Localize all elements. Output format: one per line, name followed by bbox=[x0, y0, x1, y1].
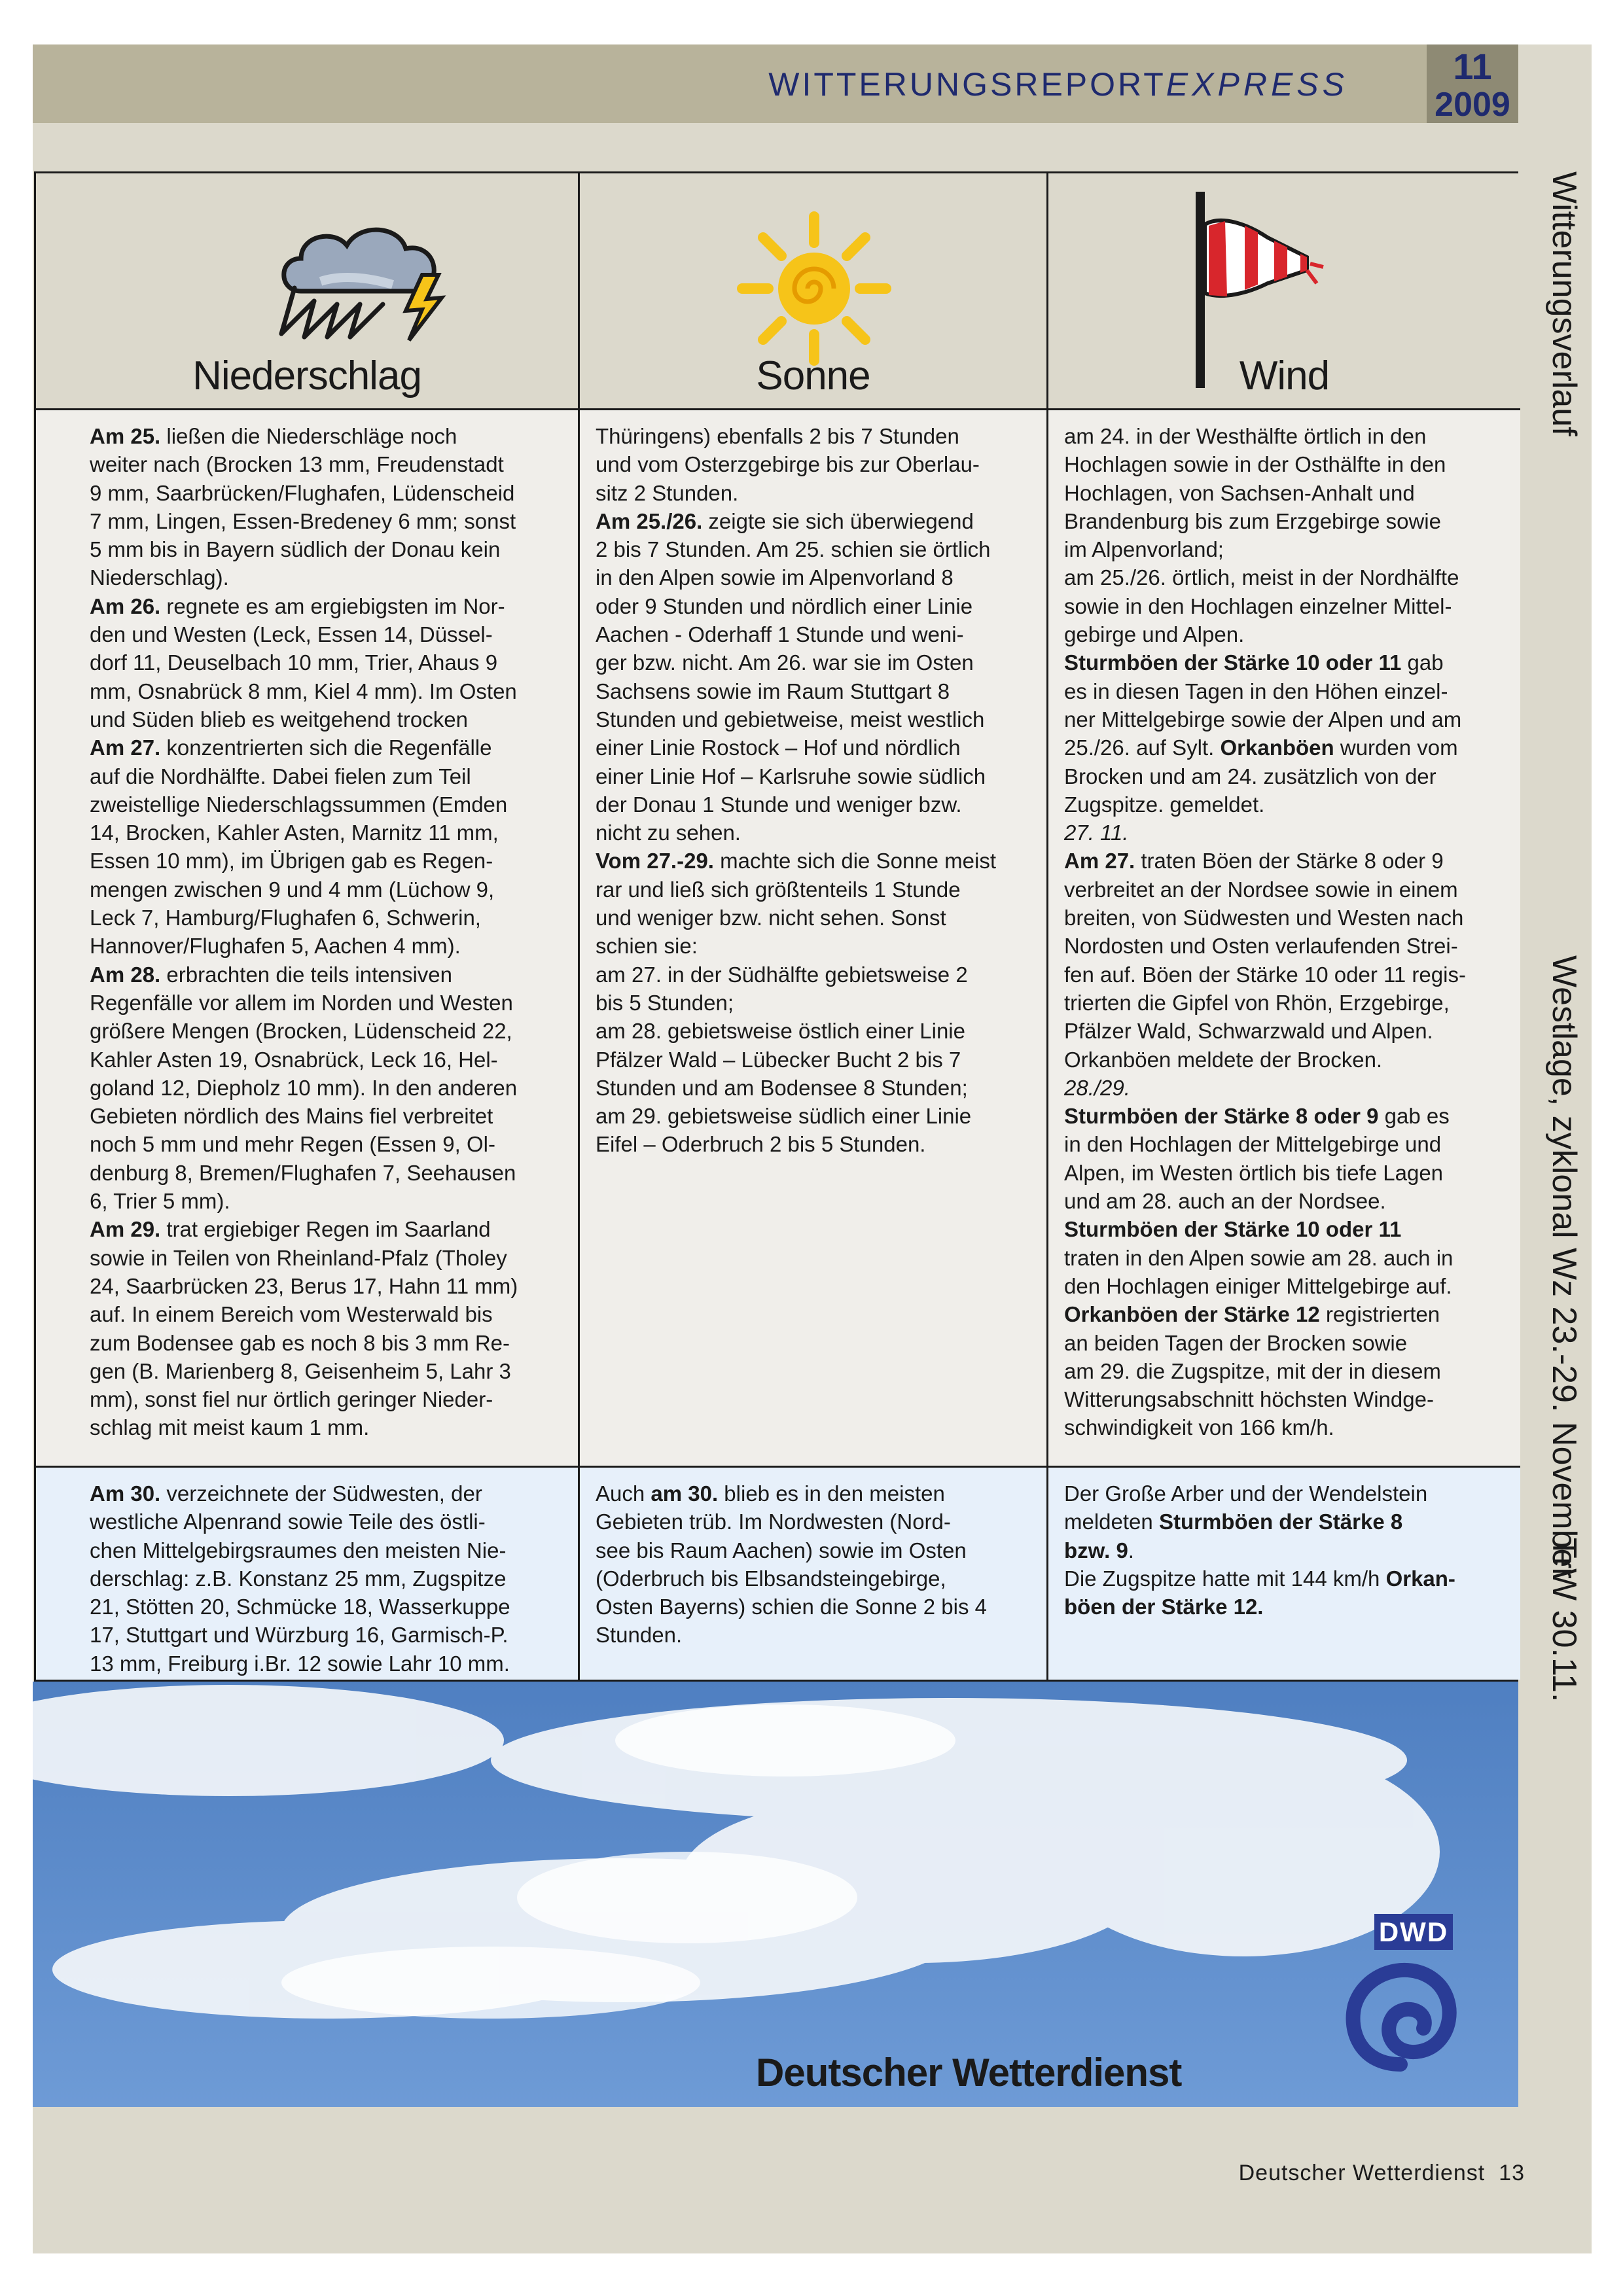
column-label-wind: Wind bbox=[1239, 353, 1330, 398]
text-line: an beiden Tagen der Brocken sowie bbox=[1064, 1330, 1408, 1355]
text-line: Witterungsabschnitt höchsten Windge- bbox=[1064, 1387, 1434, 1412]
text-line: Vom 27.-29. machte sich die Sonne meist bbox=[596, 849, 997, 874]
text-line: 13 mm, Freiburg i.Br. 12 sowie Lahr 10 mm. bbox=[90, 1651, 510, 1676]
dwd-logo bbox=[1335, 1914, 1466, 2084]
text-line: und Süden blieb es weitgehend trocken bbox=[90, 707, 468, 732]
text-line: meldeten Sturmböen der Stärke 8 bbox=[1064, 1510, 1403, 1534]
text-sonne-30 bbox=[596, 1479, 987, 1650]
text-line: sowie in Teilen von Rheinland-Pfalz (Tholey bbox=[90, 1245, 507, 1270]
text-line: 9 mm, Saarbrücken/Flughafen, Lüdenscheid bbox=[90, 480, 515, 505]
text-line: oder 9 Stunden und nördlich einer Linie bbox=[596, 593, 973, 618]
text-line: zweistellige Niederschlagssummen (Emden bbox=[90, 792, 508, 817]
text-line: und vom Osterzgebirge bis zur Oberlau- bbox=[596, 452, 980, 477]
text-line: schien sie: bbox=[596, 934, 698, 959]
text-line: Sachsens sowie im Raum Stuttgart 8 bbox=[596, 679, 950, 703]
page-number: 13 bbox=[1499, 2161, 1525, 2185]
text-line: Leck 7, Hamburg/Flughafen 6, Schwerin, bbox=[90, 906, 481, 930]
text-line: am 29. die Zugspitze, mit der in diesem bbox=[1064, 1358, 1441, 1383]
weather-table bbox=[34, 171, 1518, 1682]
issue-badge bbox=[1427, 44, 1518, 123]
text-line: 7 mm, Lingen, Essen-Bredeney 6 mm; sonst bbox=[90, 508, 516, 533]
text-sonne bbox=[596, 422, 996, 1159]
header-cell-niederschlag bbox=[36, 173, 578, 410]
rain-cloud-icon bbox=[275, 213, 471, 344]
text-line: Hochlagen, von Sachsen-Anhalt und bbox=[1064, 480, 1415, 505]
text-line: Orkanböen der Stärke 12 registrierten bbox=[1064, 1302, 1440, 1327]
footer-cell-niederschlag bbox=[36, 1468, 578, 1680]
text-line: Am 28. erbrachten die teils intensiven bbox=[90, 962, 452, 987]
text-line: Thüringens) ebenfalls 2 bis 7 Stunden bbox=[596, 424, 959, 448]
text-line: Pfälzer Wald – Lübecker Bucht 2 bis 7 bbox=[596, 1047, 961, 1072]
text-line: am 28. gebietsweise östlich einer Linie bbox=[596, 1019, 965, 1044]
text-line: auf die Nordhälfte. Dabei fielen zum Teil bbox=[90, 764, 471, 788]
text-line: am 25./26. örtlich, meist in der Nordhälfte bbox=[1064, 565, 1459, 590]
text-line: noch 5 mm und mehr Regen (Essen 9, Ol- bbox=[90, 1132, 495, 1157]
text-line: Am 25./26. zeigte sie sich überwiegend bbox=[596, 508, 974, 533]
text-line: Am 25. ließen die Niederschläge noch bbox=[90, 424, 457, 448]
text-line: gebirge und Alpen. bbox=[1064, 622, 1245, 647]
text-line: schlag mit meist kaum 1 mm. bbox=[90, 1415, 370, 1440]
text-line: 17, Stuttgart und Würzburg 16, Garmisch-P. bbox=[90, 1623, 508, 1648]
text-line: in den Alpen sowie im Alpenvorland 8 bbox=[596, 565, 954, 590]
text-line: den und Westen (Leck, Essen 14, Düssel- bbox=[90, 622, 493, 647]
text-line: Brocken und am 24. zusätzlich von der bbox=[1064, 764, 1436, 788]
text-line: Sturmböen der Stärke 10 oder 11 gab bbox=[1064, 650, 1444, 675]
side-label-wetterlage: Westlage, zyklonal Wz 23.-29. November bbox=[1545, 955, 1583, 1579]
text-line: bis 5 Stunden; bbox=[596, 990, 734, 1015]
text-line: 25./26. auf Sylt. Orkanböen wurden vom bbox=[1064, 735, 1458, 760]
text-line: Stunden und am Bodensee 8 Stunden; bbox=[596, 1075, 968, 1100]
text-line: in den Hochlagen der Mittelgebirge und bbox=[1064, 1132, 1442, 1157]
sun-icon bbox=[736, 210, 893, 367]
text-niederschlag bbox=[90, 422, 518, 1442]
text-line: der Donau 1 Stunde und weniger bzw. bbox=[596, 792, 962, 817]
sky-photo bbox=[33, 1682, 1518, 2107]
footer-publisher: Deutscher Wetterdienst bbox=[1238, 2161, 1486, 2185]
text-line: Essen 10 mm), im Übrigen gab es Regen- bbox=[90, 849, 493, 874]
text-line: 21, Stötten 20, Schmücke 18, Wasserkuppe bbox=[90, 1595, 510, 1619]
text-line: fen auf. Böen der Stärke 10 oder 11 regis- bbox=[1064, 962, 1466, 987]
column-label-sonne: Sonne bbox=[756, 353, 870, 398]
text-line: böen der Stärke 12. bbox=[1064, 1595, 1264, 1619]
text-line: 28./29. bbox=[1064, 1075, 1130, 1100]
body-cell-niederschlag bbox=[36, 410, 578, 1468]
text-line: mengen zwischen 9 und 4 mm (Lüchow 9, bbox=[90, 877, 495, 902]
text-line: auf. In einem Bereich vom Westerwald bis bbox=[90, 1302, 493, 1327]
text-line: chen Mittelgebirgsraumes den meisten Nie- bbox=[90, 1538, 507, 1563]
side-label-trog: TrW 30.11. bbox=[1545, 1538, 1583, 1703]
brand-name: Deutscher Wetterdienst bbox=[756, 2051, 1182, 2094]
text-line: Sturmböen der Stärke 10 oder 11 bbox=[1064, 1217, 1402, 1242]
text-line: 5 mm bis in Bayern südlich der Donau kein bbox=[90, 537, 501, 562]
text-line: gen (B. Marienberg 8, Geisenheim 5, Lahr 3 bbox=[90, 1358, 511, 1383]
text-line: im Alpenvorland; bbox=[1064, 537, 1224, 562]
text-line: mm, Osnabrück 8 mm, Kiel 4 mm). Im Osten bbox=[90, 679, 517, 703]
text-line: 14, Brocken, Kahler Asten, Marnitz 11 mm, bbox=[90, 821, 499, 845]
text-line: Am 27. traten Böen der Stärke 8 oder 9 bbox=[1064, 849, 1444, 874]
text-line: Kahler Asten 19, Osnabrück, Leck 16, Hel- bbox=[90, 1047, 498, 1072]
text-line: (Oderbruch bis Elbsandsteingebirge, bbox=[596, 1566, 946, 1591]
text-line: am 24. in der Westhälfte örtlich in den bbox=[1064, 424, 1427, 448]
text-line: goland 12, Diepholz 10 mm). In den anderen bbox=[90, 1075, 518, 1100]
text-line: Der Große Arber und der Wendelstein bbox=[1064, 1481, 1428, 1506]
text-line: westliche Alpenrand sowie Teile des östli- bbox=[90, 1510, 486, 1534]
column-niederschlag bbox=[36, 173, 580, 1680]
issue-number: 11 bbox=[1453, 46, 1492, 87]
text-line: sowie in den Hochlagen einzelner Mittel- bbox=[1064, 593, 1452, 618]
issue-year: 2009 bbox=[1435, 86, 1510, 124]
text-line: nicht zu sehen. bbox=[596, 821, 741, 845]
report-title: WITTERUNGSREPORTEXPRESS bbox=[768, 66, 1348, 103]
body-cell-wind bbox=[1048, 410, 1520, 1468]
text-line: Osten Bayerns) schien die Sonne 2 bis 4 bbox=[596, 1595, 988, 1619]
text-line: trierten die Gipfel von Rhön, Erzgebirge, bbox=[1064, 990, 1450, 1015]
text-line: Zugspitze. gemeldet. bbox=[1064, 792, 1265, 817]
header-cell-wind bbox=[1048, 173, 1520, 410]
header-cell-sonne bbox=[580, 173, 1046, 410]
page-footer bbox=[1239, 2161, 1525, 2186]
text-line: Niederschlag). bbox=[90, 565, 229, 590]
text-line: dorf 11, Deuselbach 10 mm, Trier, Ahaus 9 bbox=[90, 650, 498, 675]
text-line: einer Linie Hof – Karlsruhe sowie südlich bbox=[596, 764, 986, 788]
text-line: und am 28. auch an der Nordsee. bbox=[1064, 1189, 1386, 1214]
text-line: 2 bis 7 Stunden. Am 25. schien sie örtlich bbox=[596, 537, 991, 562]
text-line: am 29. gebietsweise südlich einer Linie bbox=[596, 1104, 972, 1129]
text-line: Am 30. verzeichnete der Südwesten, der bbox=[90, 1481, 482, 1506]
side-label-verlauf: Witterungsverlauf bbox=[1545, 171, 1583, 436]
text-line: und weniger bzw. nicht sehen. Sonst bbox=[596, 906, 946, 930]
text-line: es in diesen Tagen in den Höhen einzel- bbox=[1064, 679, 1448, 703]
dwd-logo-text: DWD bbox=[1378, 1916, 1449, 1947]
text-line: Brandenburg bis zum Erzgebirge sowie bbox=[1064, 508, 1441, 533]
text-line: Die Zugspitze hatte mit 144 km/h Orkan- bbox=[1064, 1566, 1455, 1591]
text-line: traten in den Alpen sowie am 28. auch in bbox=[1064, 1245, 1454, 1270]
text-line: größere Mengen (Brocken, Lüdenscheid 22, bbox=[90, 1019, 512, 1044]
text-line: rar und ließ sich größtenteils 1 Stunde bbox=[596, 877, 961, 902]
text-line: Gebieten trüb. Im Nordwesten (Nord- bbox=[596, 1510, 951, 1534]
column-label-niederschlag: Niederschlag bbox=[192, 353, 421, 398]
text-line: bzw. 9. bbox=[1064, 1538, 1134, 1563]
text-line: Nordosten und Osten verlaufenden Strei- bbox=[1064, 934, 1458, 959]
text-line: Orkanböen meldete der Brocken. bbox=[1064, 1047, 1383, 1072]
text-line: Am 27. konzentrierten sich die Regenfälle bbox=[90, 735, 492, 760]
text-line: derschlag: z.B. Konstanz 25 mm, Zugspitze bbox=[90, 1566, 507, 1591]
text-line: Eifel – Oderbruch 2 bis 5 Stunden. bbox=[596, 1132, 926, 1157]
text-line: 24, Saarbrücken 23, Berus 17, Hahn 11 mm) bbox=[90, 1273, 518, 1298]
column-wind bbox=[1048, 173, 1520, 1680]
text-line: schwindigkeit von 166 km/h. bbox=[1064, 1415, 1334, 1440]
text-line: denburg 8, Bremen/Flughafen 7, Seehausen bbox=[90, 1160, 516, 1185]
text-line: einer Linie Rostock – Hof und nördlich bbox=[596, 735, 961, 760]
text-line: see bis Raum Aachen) sowie im Osten bbox=[596, 1538, 967, 1563]
footer-cell-sonne bbox=[580, 1468, 1046, 1680]
text-line: Auch am 30. blieb es in den meisten bbox=[596, 1481, 945, 1506]
text-line: 6, Trier 5 mm). bbox=[90, 1189, 230, 1214]
text-line: verbreitet an der Nordsee sowie in einem bbox=[1064, 877, 1458, 902]
text-wind-30 bbox=[1064, 1479, 1455, 1621]
footer-cell-wind bbox=[1048, 1468, 1520, 1680]
text-line: ger bzw. nicht. Am 26. war sie im Osten bbox=[596, 650, 974, 675]
text-line: den Hochlagen einiger Mittelgebirge auf. bbox=[1064, 1273, 1452, 1298]
text-line: mm), sonst fiel nur örtlich geringer Nieder- bbox=[90, 1387, 493, 1412]
text-line: am 27. in der Südhälfte gebietsweise 2 bbox=[596, 962, 968, 987]
text-line: Aachen - Oderhaff 1 Stunde und weni- bbox=[596, 622, 964, 647]
text-line: Stunden und gebietweise, meist westlich bbox=[596, 707, 985, 732]
text-line: Alpen, im Westen örtlich bis tiefe Lagen bbox=[1064, 1160, 1444, 1185]
text-line: Pfälzer Wald, Schwarzwald und Alpen. bbox=[1064, 1019, 1433, 1044]
text-line: Sturmböen der Stärke 8 oder 9 gab es bbox=[1064, 1104, 1450, 1129]
text-wind bbox=[1064, 422, 1466, 1442]
text-line: 27. 11. bbox=[1064, 821, 1129, 845]
text-line: zum Bodensee gab es noch 8 bis 3 mm Re- bbox=[90, 1330, 510, 1355]
text-line: Am 26. regnete es am ergiebigsten im Nor- bbox=[90, 593, 505, 618]
text-line: breiten, von Südwesten und Westen nach bbox=[1064, 906, 1464, 930]
text-line: Hannover/Flughafen 5, Aachen 4 mm). bbox=[90, 934, 461, 959]
text-niederschlag-30 bbox=[90, 1479, 510, 1678]
text-line: Am 29. trat ergiebiger Regen im Saarland bbox=[90, 1217, 491, 1242]
text-line: sitz 2 Stunden. bbox=[596, 480, 739, 505]
text-line: Stunden. bbox=[596, 1623, 683, 1648]
column-sonne bbox=[580, 173, 1048, 1680]
text-line: Hochlagen sowie in der Osthälfte in den bbox=[1064, 452, 1446, 477]
text-line: Gebieten nördlich des Mains fiel verbreitet bbox=[90, 1104, 493, 1129]
text-line: Regenfälle vor allem im Norden und Westen bbox=[90, 990, 513, 1015]
text-line: ner Mittelgebirge sowie der Alpen und am bbox=[1064, 707, 1462, 732]
text-line: weiter nach (Brocken 13 mm, Freudenstadt bbox=[90, 452, 504, 477]
body-cell-sonne bbox=[580, 410, 1046, 1468]
